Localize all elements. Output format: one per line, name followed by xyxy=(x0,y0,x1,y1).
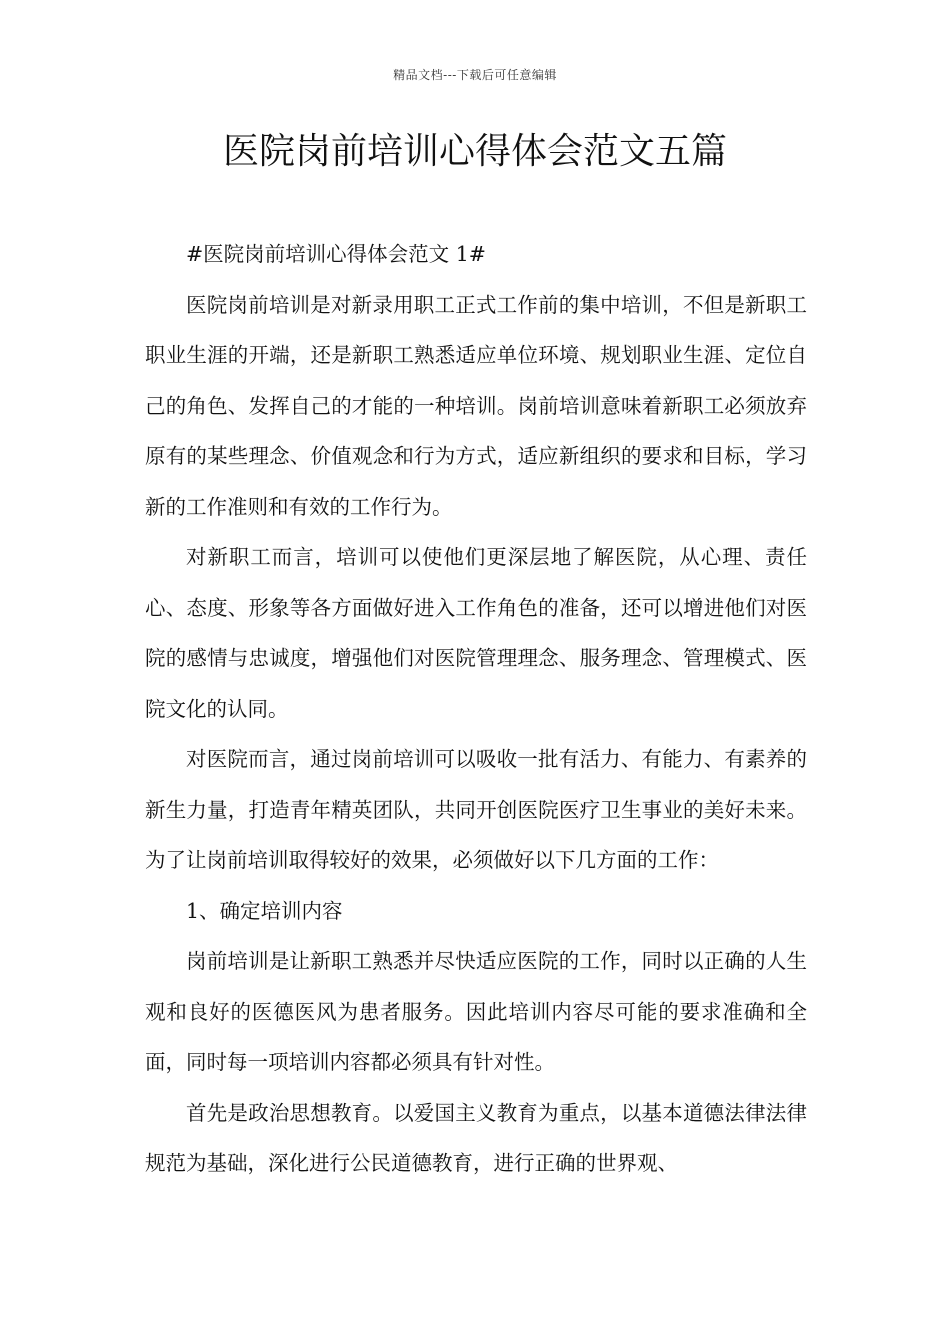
paragraph-intro: 医院岗前培训是对新录用职工正式工作前的集中培训，不但是新职工职业生涯的开端，还是新职工熟悉适应单位环境、规划职业生涯、定位自己的角色、发挥自己的才能的一种培训。岗前培训意味着新职工必须放弃原有的某些理念、价值观念和行为方式，适应新组织的要求和目标，学习新的工作准则和有效的工作行为。 xyxy=(145,292,807,519)
paragraph-political-education: 首先是政治思想教育。以爱国主义教育为重点，以基本道德法律法律规范为基础，深化进行公民道德教育，进行正确的世界观、 xyxy=(145,1100,807,1175)
subheading-training-content: 1、确定培训内容 xyxy=(186,898,343,923)
document-body xyxy=(145,229,807,1189)
paragraph-hospital: 对医院而言，通过岗前培训可以吸收一批有活力、有能力、有素养的新生力量，打造青年精英团队，共同开创医院医疗卫生事业的美好未来。为了让岗前培训取得较好的效果，必须做好以下几方面的工作： xyxy=(145,747,807,872)
paragraph-employees: 对新职工而言，培训可以使他们更深层地了解医院，从心理、责任心、态度、形象等各方面做好进入工作角色的准备，还可以增进他们对医院的感情与忠诚度，增强他们对医院管理理念、服务理念、管理模式、医院文化的认同。 xyxy=(145,545,807,721)
document-title: 医院岗前培训心得体会范文五篇 xyxy=(222,131,727,172)
section-heading-1: #医院岗前培训心得体会范文 1# xyxy=(186,242,486,266)
header-note: 精品文档---下载后可任意编辑 xyxy=(393,68,557,82)
paragraph-training-content: 岗前培训是让新职工熟悉并尽快适应医院的工作，同时以正确的人生观和良好的医德医风为患者服务。因此培训内容尽可能的要求准确和全面，同时每一项培训内容都必须具有针对性。 xyxy=(145,949,807,1074)
